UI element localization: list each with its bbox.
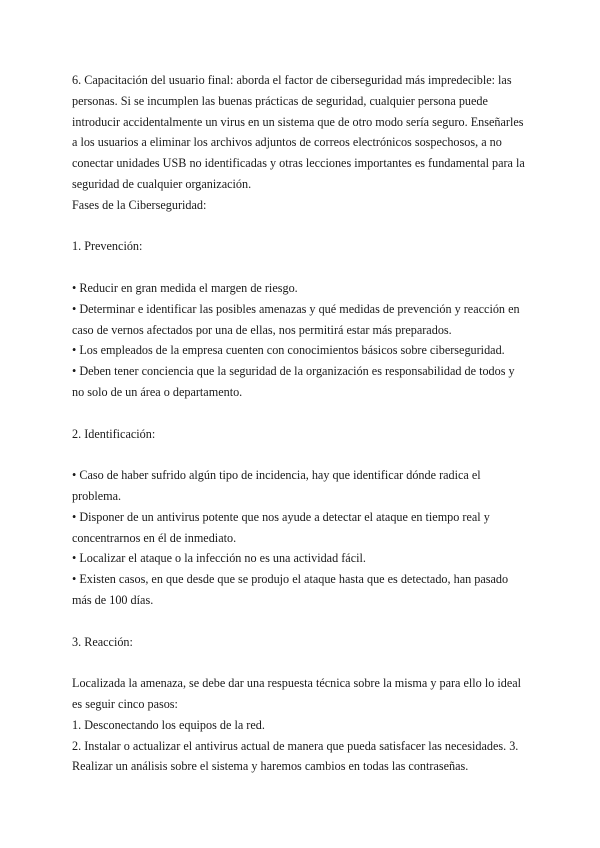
spacer	[72, 611, 528, 632]
spacer	[72, 403, 528, 424]
spacer	[72, 444, 528, 465]
prevention-item: • Determinar e identificar las posibles amenazas y qué medidas de prevención y reacción en caso de vernos afectados por una de ellas, nos permitirá estar más preparados.	[72, 301, 520, 337]
reaction-step: 2. Instalar o actualizar el antivirus actual de manera que pueda satisfacer las necesidades. 3. Realizar un análisis sobre el sistema y haremos cambios en todas las contraseñas.	[72, 738, 519, 774]
identification-item: • Localizar el ataque o la infección no es una actividad fácil.	[72, 551, 366, 566]
phases-title: Fases de la Ciberseguridad:	[72, 197, 207, 212]
reaction-heading: 3. Reacción:	[72, 634, 133, 649]
identification-heading: 2. Identificación:	[72, 426, 156, 441]
spacer	[72, 652, 528, 673]
reaction-intro: Localizada la amenaza, se debe dar una respuesta técnica sobre la misma y para ello lo ideal es seguir cinco pasos:	[72, 676, 522, 711]
prevention-item: • Reducir en gran medida el margen de riesgo.	[72, 280, 298, 295]
prevention-item: • Los empleados de la empresa cuenten con conocimientos básicos sobre ciberseguridad.	[72, 343, 505, 358]
spacer	[72, 257, 528, 278]
prevention-item: • Deben tener conciencia que la seguridad de la organización es responsabilidad de todos y no solo de un área o departamento.	[72, 364, 515, 399]
prevention-heading: 1. Prevención:	[72, 239, 143, 254]
identification-item: • Disponer de un antivirus potente que nos ayude a detectar el ataque en tiempo real y concentrarnos en él de inmediato.	[72, 509, 490, 545]
identification-item: • Existen casos, en que desde que se produjo el ataque hasta que es detectado, han pasado más de 100 días.	[72, 572, 509, 607]
spacer	[72, 216, 528, 237]
identification-item: • Caso de haber sufrido algún tipo de incidencia, hay que identificar dónde radica el problema.	[72, 468, 481, 503]
reaction-step: 1. Desconectando los equipos de la red.	[72, 717, 265, 732]
training-paragraph: 6. Capacitación del usuario final: aborda el factor de ciberseguridad más impredecible: las personas. Si se incumplen las buenas prácticas de seguridad, cualquier persona puede introducir accidentalmente un virus en un sistema que de otro modo sería seguro. Enseñarles a los usuarios a eliminar los archivos adjuntos de correos electrónicos sospechosos, a no conectar unidades USB no identificadas y otras lecciones importantes es fundamental para la seguridad de cualquier organización.	[72, 73, 525, 191]
